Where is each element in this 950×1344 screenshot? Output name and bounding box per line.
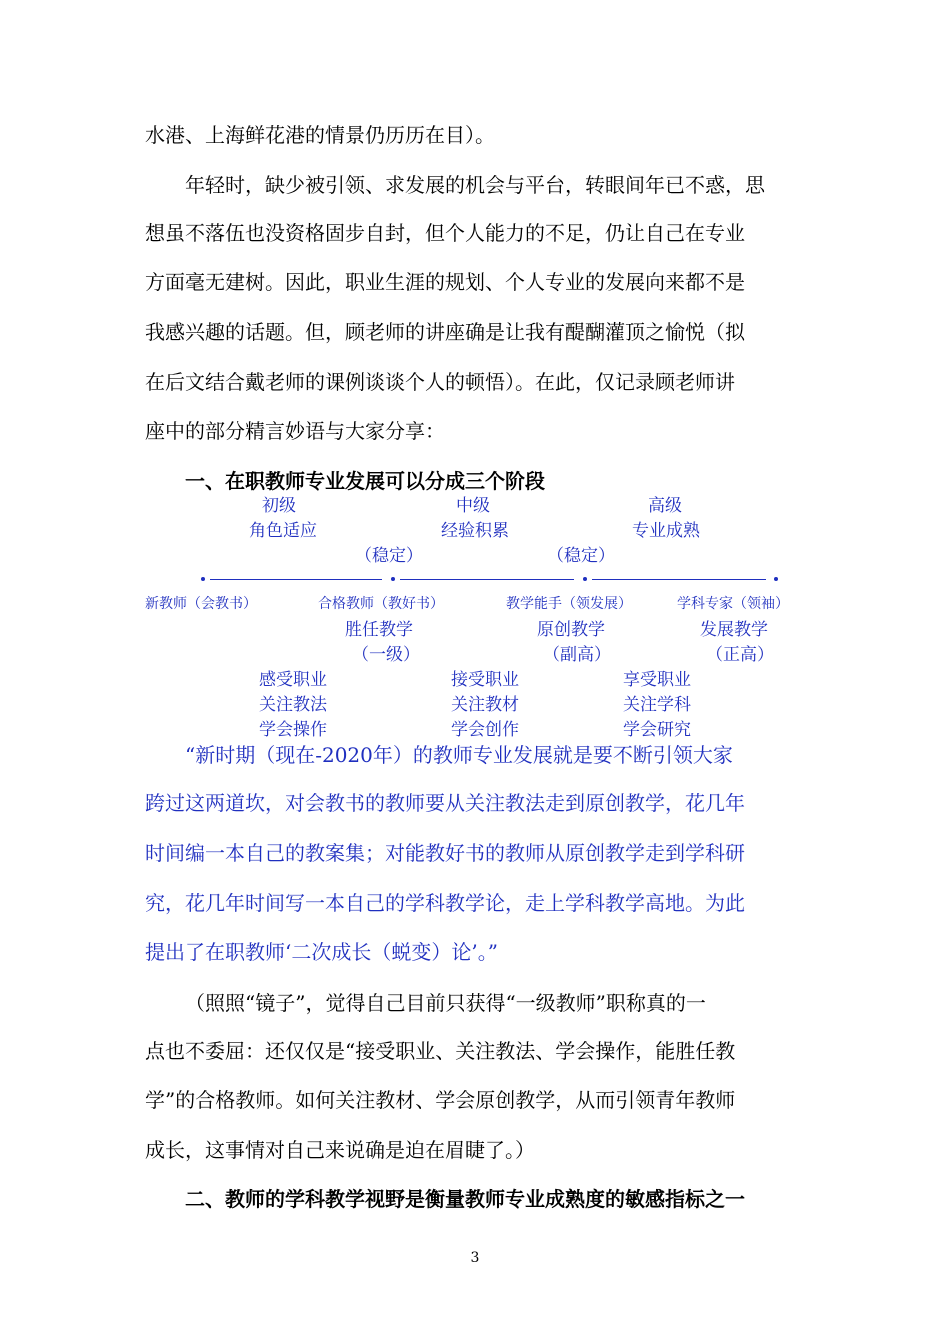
level-desc: 经验积累	[441, 521, 509, 541]
timeline-segment	[400, 579, 574, 580]
focus-item: 接受职业	[451, 670, 519, 690]
focus-item: 关注学科	[623, 695, 691, 715]
text-line: 成长，这事情对自己来说确是迫在眉睫了。）	[145, 1138, 535, 1162]
text-line: 年轻时，缺少被引领、求发展的机会与平台，转眼间年已不惑，思	[185, 173, 765, 197]
stable-label: （稳定）	[547, 546, 615, 566]
level-desc: 角色适应	[249, 521, 317, 541]
text-line: 在后文结合戴老师的课例谈谈个人的顿悟）。在此，仅记录顾老师讲	[145, 370, 735, 394]
ability-label: 发展教学	[700, 620, 768, 640]
level-desc: 专业成熟	[632, 521, 700, 541]
focus-item: 学会创作	[451, 720, 519, 740]
quote-line: 时间编一本自己的教案集；对能教好书的教师从原创教学走到学科研	[145, 841, 745, 865]
focus-item: 学会操作	[259, 720, 327, 740]
milestone-label: 学科专家（领袖）	[677, 596, 789, 612]
section-heading: 二、教师的学科教学视野是衡量教师专业成熟度的敏感指标之一	[185, 1187, 745, 1211]
stable-label: （稳定）	[355, 546, 423, 566]
level-label: 高级	[648, 496, 682, 516]
text-line: 点也不委屈：还仅仅是“接受职业、关注教法、学会操作，能胜任教	[145, 1039, 736, 1063]
section-heading: 一、在职教师专业发展可以分成三个阶段	[185, 469, 545, 493]
text-line: 座中的部分精言妙语与大家分享：	[145, 419, 445, 443]
page-number: 3	[470, 1250, 480, 1266]
text-line: （照照“镜子”，觉得自己目前只获得“一级教师”职称真的一	[185, 991, 706, 1015]
timeline-dot	[391, 577, 395, 581]
focus-item: 感受职业	[259, 670, 327, 690]
text-line: 想虽不落伍也没资格固步自封，但个人能力的不足，仍让自己在专业	[145, 221, 745, 245]
focus-item: 关注教材	[451, 695, 519, 715]
focus-item: 关注教法	[259, 695, 327, 715]
milestone-label: 合格教师（教好书）	[318, 596, 444, 612]
rank-label: （一级）	[352, 645, 420, 665]
timeline-segment	[210, 579, 382, 580]
timeline-dot	[201, 577, 205, 581]
rank-label: （副高）	[543, 645, 611, 665]
milestone-label: 新教师（会教书）	[145, 596, 257, 612]
text-line: 学”的合格教师。如何关注教材、学会原创教学，从而引领青年教师	[145, 1088, 736, 1112]
level-label: 中级	[456, 496, 490, 516]
timeline-dot	[583, 577, 587, 581]
text-line: 我感兴趣的话题。但，顾老师的讲座确是让我有醍醐灌顶之愉悦（拟	[145, 320, 745, 344]
quote-line: 跨过这两道坎，对会教书的教师要从关注教法走到原创教学，花几年	[145, 791, 745, 815]
ability-label: 原创教学	[537, 620, 605, 640]
ability-label: 胜任教学	[345, 620, 413, 640]
timeline-segment	[592, 579, 766, 580]
focus-item: 学会研究	[623, 720, 691, 740]
focus-item: 享受职业	[623, 670, 691, 690]
text-line: 方面毫无建树。因此，职业生涯的规划、个人专业的发展向来都不是	[145, 270, 745, 294]
quote-line: 究，花几年时间写一本自己的学科教学论，走上学科教学高地。为此	[145, 891, 745, 915]
quote-line: 提出了在职教师‘二次成长（蜕变）论’。”	[145, 940, 498, 964]
text-line: 水港、上海鲜花港的情景仍历历在目）。	[145, 123, 495, 147]
milestone-label: 教学能手（领发展）	[506, 596, 632, 612]
rank-label: （正高）	[706, 645, 774, 665]
quote-line: “新时期（现在-2020年）的教师专业发展就是要不断引领大家	[185, 743, 733, 767]
level-label: 初级	[262, 496, 296, 516]
timeline-dot	[774, 577, 778, 581]
